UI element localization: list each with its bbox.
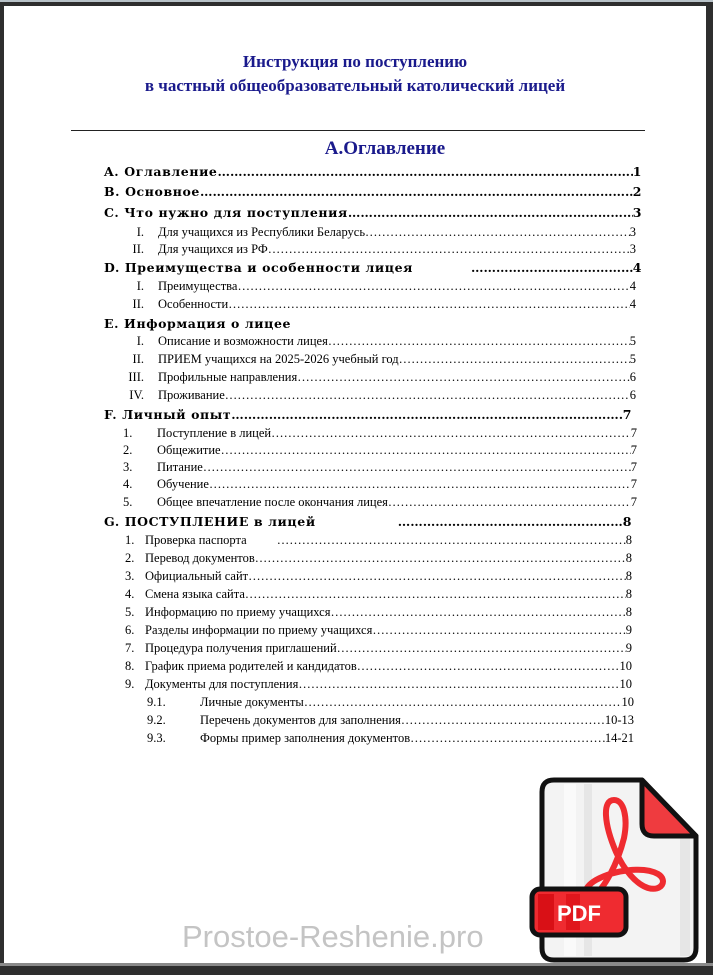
- toc-item[interactable]: [125, 659, 632, 675]
- toc-item-label: Профильные направления: [158, 370, 298, 384]
- leader-dots: [401, 713, 605, 728]
- toc-item-label: Описание и возможности лицея: [158, 334, 328, 348]
- toc-page: 7: [630, 495, 637, 509]
- leader-dots: [277, 533, 626, 548]
- toc-page: 4: [629, 297, 636, 311]
- toc-subitem[interactable]: [147, 713, 634, 729]
- toc-label: D. Преимущества и особенности лицея: [104, 260, 414, 275]
- toc-page: 8: [625, 533, 632, 547]
- toc-section-g[interactable]: [104, 514, 632, 532]
- toc-section-d[interactable]: [104, 260, 642, 278]
- leader-dots: [268, 242, 630, 257]
- toc-item-number: I.: [136, 334, 144, 348]
- leader-dots: [337, 641, 626, 656]
- toc-item-label: Проживание: [158, 388, 225, 402]
- toc-page: 6: [629, 388, 636, 402]
- toc-section-f[interactable]: [104, 407, 632, 425]
- toc-item-label: Документы для поступления: [145, 677, 299, 691]
- toc-item-label: Общее впечатление после окончания лицея: [157, 495, 388, 509]
- toc-subitem[interactable]: [147, 731, 634, 747]
- leader-dots: [231, 407, 622, 422]
- leader-dots: [298, 677, 619, 692]
- toc-section-c[interactable]: [104, 205, 642, 223]
- leader-dots: [348, 205, 633, 220]
- toc-item-label: Преимущества: [158, 279, 238, 293]
- toc-item-number: I.: [136, 279, 144, 293]
- toc-item[interactable]: [125, 587, 632, 603]
- document-title-line-2: в частный общеобразовательный католический лицей: [144, 76, 566, 95]
- toc-item[interactable]: [123, 477, 637, 493]
- leader-dots: [237, 279, 629, 294]
- toc-label: G. ПОСТУПЛЕНИЕ в лицей: [104, 514, 316, 529]
- toc-label: E. Информация о лицее: [104, 316, 292, 331]
- toc-item-label: Перевод документов: [145, 551, 255, 565]
- toc-item-number: I.: [136, 225, 144, 239]
- toc-page: 7: [630, 477, 637, 491]
- toc-item-label: Особенности: [158, 297, 229, 311]
- toc-item-number: 9.1.: [147, 695, 166, 709]
- toc-item-label: Для учащихся из РФ: [158, 242, 268, 256]
- toc-item-number: 9.2.: [147, 713, 166, 727]
- leader-dots: [328, 334, 630, 349]
- toc-item[interactable]: [104, 279, 636, 295]
- toc-item[interactable]: [104, 388, 636, 404]
- toc-item[interactable]: [125, 623, 632, 639]
- document-page: [4, 6, 706, 963]
- toc-page: 8: [625, 551, 632, 565]
- toc-item-label: Питание: [157, 460, 203, 474]
- toc-section-e[interactable]: [104, 316, 642, 334]
- toc-item[interactable]: [104, 352, 636, 368]
- toc-item[interactable]: [123, 495, 637, 511]
- pdf-file-icon: [524, 766, 704, 963]
- toc-item[interactable]: [125, 677, 632, 693]
- toc-item-label: График приема родителей и кандидатов: [145, 659, 357, 673]
- toc-item[interactable]: [104, 225, 636, 241]
- leader-dots: [372, 623, 625, 638]
- toc-page: 5: [629, 334, 636, 348]
- toc-section-a[interactable]: [104, 164, 642, 182]
- toc-item-label: Официальный сайт: [145, 569, 249, 583]
- toc-item-label: Процедура получения приглашений: [145, 641, 337, 655]
- toc-item[interactable]: [123, 426, 637, 442]
- leader-dots: [221, 443, 631, 458]
- pdf-badge-label: PDF: [557, 901, 601, 926]
- toc-item[interactable]: [125, 641, 632, 657]
- toc-item-label: Обучение: [157, 477, 209, 491]
- toc-item[interactable]: [104, 297, 636, 313]
- toc-item-label: Смена языка сайта: [145, 587, 245, 601]
- toc-item-number: 6.: [125, 623, 135, 637]
- toc-item-label: ПРИЕМ учащихся на 2025-2026 учебный год: [158, 352, 399, 366]
- toc-item-number: 9.: [125, 677, 135, 691]
- toc-heading: А.Оглавление: [324, 138, 446, 159]
- toc-item-number: 4.: [123, 477, 133, 491]
- toc-item[interactable]: [125, 533, 632, 549]
- toc-page: 3: [629, 225, 636, 239]
- toc-item-number: 9.3.: [147, 731, 166, 745]
- toc-item-number: 7.: [125, 641, 135, 655]
- leader-dots: [398, 514, 623, 529]
- toc-page: 8: [625, 605, 632, 619]
- leader-dots: [365, 225, 630, 240]
- toc-item-label: Разделы информации по приему учащихся: [145, 623, 373, 637]
- toc-page: 4: [629, 279, 636, 293]
- toc-page: 10-13: [604, 713, 634, 727]
- leader-dots: [304, 695, 622, 710]
- toc-label: F. Личный опыт: [104, 407, 232, 422]
- leader-dots: [357, 659, 620, 674]
- toc-item[interactable]: [125, 569, 632, 585]
- toc-item-label: Проверка паспорта: [145, 533, 247, 547]
- toc-page: 9: [625, 623, 632, 637]
- toc-page: 10: [621, 695, 634, 709]
- toc-item-number: 1.: [125, 533, 135, 547]
- toc-page: 9: [625, 641, 632, 655]
- toc-label: C. Что нужно для поступления: [104, 205, 348, 220]
- toc-item-number: II.: [132, 297, 144, 311]
- toc-page: 10: [619, 677, 632, 691]
- toc-item-number: 3.: [125, 569, 135, 583]
- toc-item-number: 4.: [125, 587, 135, 601]
- toc-item-label: Общежитие: [157, 443, 221, 457]
- leader-dots: [471, 260, 633, 275]
- document-title-line-1: Инструкция по поступлению: [242, 52, 468, 71]
- toc-page: 7: [630, 426, 637, 440]
- toc-item[interactable]: [104, 370, 636, 386]
- leader-dots: [271, 426, 631, 441]
- toc-page: 1: [632, 164, 642, 179]
- toc-item-number: 2.: [125, 551, 135, 565]
- toc-page: 8: [625, 587, 632, 601]
- toc-page: 2: [632, 184, 642, 199]
- toc-item[interactable]: [123, 460, 637, 476]
- toc-item-label: Поступление в лицей: [157, 426, 272, 440]
- toc-page: 8: [622, 514, 632, 529]
- toc-item-number: II.: [132, 352, 144, 366]
- toc-page: 7: [622, 407, 632, 422]
- leader-dots: [410, 731, 605, 746]
- toc-item[interactable]: [123, 443, 637, 459]
- leader-dots: [209, 477, 631, 492]
- toc-page: 5: [629, 352, 636, 366]
- title-separator: [71, 130, 645, 131]
- toc-page: 8: [625, 569, 632, 583]
- toc-page: 3: [629, 242, 636, 256]
- toc-page: 4: [632, 260, 642, 275]
- toc-page: 3: [632, 205, 642, 220]
- toc-item[interactable]: [104, 242, 636, 258]
- toc-item-label: Для учащихся из Республики Беларусь: [158, 225, 366, 239]
- toc-item-number: 8.: [125, 659, 135, 673]
- toc-item-number: 1.: [123, 426, 133, 440]
- leader-dots: [218, 164, 633, 179]
- leader-dots: [225, 388, 630, 403]
- leader-dots: [330, 605, 625, 620]
- window-top-edge: [0, 0, 713, 2]
- leader-dots: [228, 297, 630, 312]
- toc-section-b[interactable]: [104, 184, 642, 202]
- leader-dots: [399, 352, 630, 367]
- toc-item[interactable]: [125, 551, 632, 567]
- window-bottom-edge: [0, 963, 713, 966]
- toc-item-label: Личные документы: [200, 695, 304, 709]
- toc-item-label: Перечень документов для заполнения: [200, 713, 401, 727]
- toc-item-number: IV.: [129, 388, 144, 402]
- toc-item-number: 3.: [123, 460, 133, 474]
- toc-item-number: 5.: [125, 605, 135, 619]
- watermark-text: Prostoe-Reshenie.pro: [182, 919, 484, 954]
- toc-item-number: 2.: [123, 443, 133, 457]
- leader-dots: [297, 370, 630, 385]
- toc-item-number: III.: [128, 370, 144, 384]
- toc-item[interactable]: [125, 605, 632, 621]
- toc-subitem[interactable]: [147, 695, 634, 711]
- leader-dots: [388, 495, 631, 510]
- toc-page: 14-21: [604, 731, 634, 745]
- toc-label: A. Оглавление: [104, 164, 218, 179]
- leader-dots: [248, 569, 626, 584]
- toc-page: 7: [630, 443, 637, 457]
- toc-page: 7: [630, 460, 637, 474]
- toc-item-label: Формы пример заполнения документов: [200, 731, 411, 745]
- toc-item-number: 5.: [123, 495, 133, 509]
- toc-item[interactable]: [104, 334, 636, 350]
- toc-item-label: Информацию по приему учащихся: [145, 605, 331, 619]
- leader-dots: [203, 460, 631, 475]
- toc-item-number: II.: [132, 242, 144, 256]
- leader-dots: [245, 587, 626, 602]
- toc-label: B. Основное: [104, 184, 200, 199]
- leader-dots: [200, 184, 633, 199]
- toc-page: 6: [629, 370, 636, 384]
- toc-page: 10: [619, 659, 632, 673]
- leader-dots: [255, 551, 626, 566]
